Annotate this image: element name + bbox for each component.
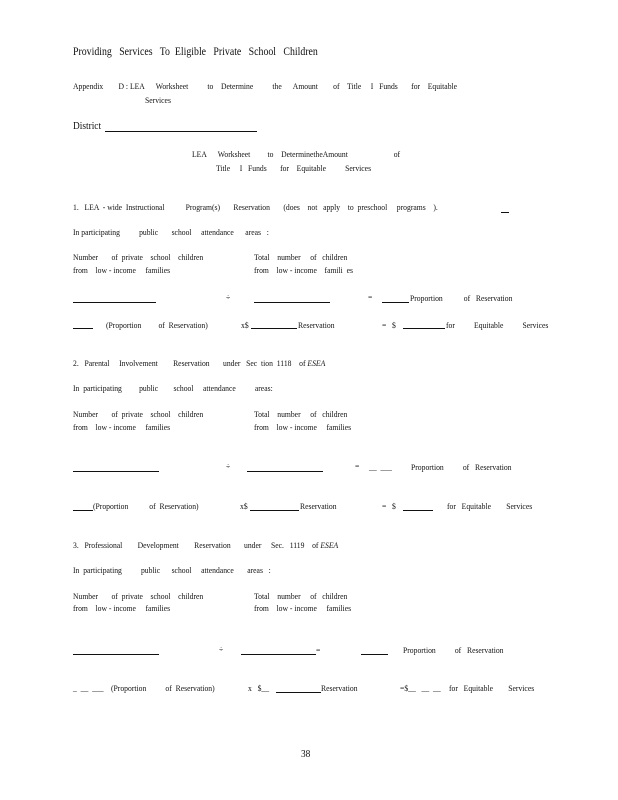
section2-left-label-1: Number of private school children — [73, 409, 204, 419]
section1-heading: 1. LEA - wide Instructional Program(s) Reservation (does not apply to preschool programs ). — [73, 202, 438, 212]
section1-proportion-input-blank[interactable] — [73, 328, 93, 329]
section2-proportion-label: Proportion of Reservation — [411, 462, 512, 472]
section3-heading — [73, 540, 338, 550]
worksheet-title-line1: LEA Worksheet to DeterminetheAmount of — [192, 149, 401, 159]
section1-proportion-label: Proportion of Reservation — [410, 293, 513, 303]
appendix-title-line1: Appendix D : LEA Worksheet to Determine the Amount of Title I Funds for Equitable — [73, 81, 458, 91]
section1-row2-times: x$ — [241, 320, 249, 330]
section3-left-label-1: Number of private school children — [73, 591, 204, 601]
district-label: District — [73, 120, 102, 132]
section2-equitable-amount-blank[interactable] — [403, 510, 433, 511]
section2-total-children-blank[interactable] — [247, 471, 323, 472]
section1-row2-for: for Equitable Services — [446, 320, 549, 330]
section1-row2-equals: = $ — [382, 320, 396, 330]
section1-left-label-2: from low - income families — [73, 265, 171, 275]
section2-row2-reservation: Reservation — [300, 501, 337, 511]
section1-left-label-1: Number of private school children — [73, 252, 204, 262]
section3-heading-esea: ESEA — [320, 540, 339, 550]
section3-divide-sign: ÷ — [219, 644, 224, 654]
section3-proportion-input-blank[interactable]: _ __ ___ — [73, 683, 104, 693]
section3-row2-times: x $__ — [248, 683, 270, 693]
section2-row2-equals: = $ — [382, 501, 396, 511]
section3-private-children-blank[interactable] — [73, 654, 159, 655]
section1-right-label-2: from low - income famili es — [254, 265, 354, 275]
section1-heading-underline — [501, 212, 509, 213]
section2-equals-sign: = — [355, 461, 360, 471]
section1-total-children-blank[interactable] — [254, 302, 330, 303]
section3-left-label-2: from low - income families — [73, 603, 171, 613]
section3-row2-reservation: Reservation — [321, 683, 358, 693]
section2-heading — [73, 358, 325, 368]
section3-heading-text: 3. Professional Development Reservation under Sec. 1119 of — [73, 540, 319, 550]
section2-row2-times: x$ — [240, 501, 248, 511]
section3-proportion-blank[interactable] — [361, 654, 388, 655]
worksheet-title-line2: Title I Funds for Equitable Services — [216, 163, 372, 173]
section2-proportion-blank[interactable]: __ ___ — [369, 462, 392, 472]
section2-divide-sign: ÷ — [226, 461, 231, 471]
section3-reservation-amount-blank[interactable] — [276, 692, 321, 693]
section3-row2-for: for Equitable Services — [449, 683, 535, 693]
district-blank[interactable] — [105, 131, 257, 132]
section1-equals-sign: = — [368, 292, 373, 302]
section1-equitable-amount-blank[interactable] — [403, 328, 445, 329]
section2-row2-proportion: (Proportion of Reservation) — [93, 501, 199, 511]
appendix-title-line2: Services — [145, 95, 171, 105]
section1-divide-sign: ÷ — [226, 292, 231, 302]
section1-reservation-amount-blank[interactable] — [251, 328, 297, 329]
section2-left-label-2: from low - income families — [73, 422, 171, 432]
section3-right-label-1: Total number of children — [254, 591, 348, 601]
section3-total-children-blank[interactable] — [241, 654, 316, 655]
section1-private-children-blank[interactable] — [73, 302, 156, 303]
section2-private-children-blank[interactable] — [73, 471, 159, 472]
section2-right-label-2: from low - income families — [254, 422, 352, 432]
section1-row2-proportion: (Proportion of Reservation) — [106, 320, 208, 330]
section1-participating: In participating public school attendance areas : — [73, 227, 269, 237]
section2-heading-text: 2. Parental Involvement Reservation under Sec tion 1118 of — [73, 358, 306, 368]
section1-proportion-blank[interactable] — [382, 302, 409, 303]
section3-proportion-label: Proportion of Reservation — [403, 645, 504, 655]
section2-right-label-1: Total number of children — [254, 409, 348, 419]
section3-right-label-2: from low - income families — [254, 603, 352, 613]
section3-equals-sign: = — [316, 645, 321, 655]
section2-heading-esea: ESEA — [307, 358, 326, 368]
document-title: Providing Services To Eligible Private School Children — [73, 44, 318, 58]
section3-participating: In participating public school attendance areas : — [73, 565, 271, 575]
section2-participating: In participating public school attendance areas: — [73, 383, 273, 393]
section3-row2-equals[interactable]: =$__ __ __ — [400, 683, 441, 693]
section1-right-label-1: Total number of children — [254, 252, 348, 262]
section2-reservation-amount-blank[interactable] — [250, 510, 299, 511]
section2-proportion-input-blank[interactable] — [73, 510, 93, 511]
page-number: 38 — [301, 748, 311, 760]
section2-row2-for: for Equitable Services — [447, 501, 533, 511]
section1-row2-reservation: Reservation — [298, 320, 335, 330]
section3-row2-proportion: (Proportion of Reservation) — [111, 683, 215, 693]
